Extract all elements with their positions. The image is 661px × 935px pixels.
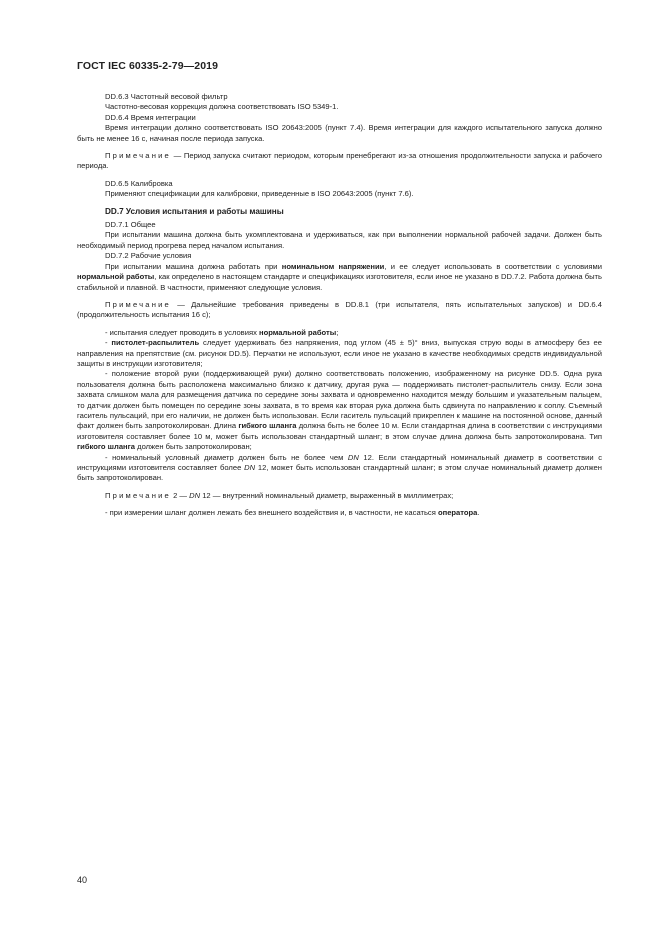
page-content (77, 92, 602, 519)
term: номинальном напряжении (281, 261, 385, 271)
list-item: - положение второй руки (поддерживающей руки) должно соответствовать положению, изображенному на рисунке DD.5. Одна рука пользователя должна быть расположена максимально близко к датчику, другая рука — поддерживать пистолет-распылитель снизу. Если зона захвата слишком мала для размещения датчика по середине зоны захвата и одновременно находится между большим и указательным пальцем, то датчик должен быть помещен по середине зоны захвата, в то время как вторая рука должна быть сдвинута по направлению к соплу. Съемный гаситель пульсаций, при его наличии, не должен быть использован. Если гаситель пульсаций прикреплен к машине на постоянной основе, данный факт должен быть запротоколирован. Длина гибкого шланга должна быть не более 10 м. Если стандартная длина в соответствии с инструкциями изготовителя составляет более 10 м, может быть использован стандартный шланг; в этом случае длина должна быть запротоколирована. Тип гибкого шланга должен быть запротоколирован; (77, 369, 602, 452)
note-label: Примечание (105, 490, 171, 500)
note-text: — Период запуска считают периодом, которым пренебрегают из-за отношения продолжительности запуска и рабочего периода. (77, 151, 602, 171)
note: Примечание 2 — DN 12 — внутренний номинальный диаметр, выраженный в миллиметрах; (105, 490, 454, 500)
paragraph: При испытании машина должна быть укомплектована и удерживаться, как при выполнении нормальной рабочей задачи. Должен быть необходимый период прогрева перед началом испытания. (77, 230, 602, 250)
paragraph: При испытании машина должна работать при номинальном напряжении, и ее следует использовать в соответствии с условиями нормальной работы, как определено в настоящем стандарте и спецификациях изготовителя, если иное не указано в DD.7.2. Работа должна быть стабильной и плавной. В частности, применяют следующие условия. (77, 261, 602, 292)
term: нормальной работы (77, 272, 155, 282)
term: гибкого шланга (77, 442, 136, 452)
list-item: - испытания следует проводить в условиях нормальной работы; (105, 327, 339, 337)
clause-dd-6-5: DD.6.5 Калибровка (105, 178, 173, 188)
list-item: - при измерении шланг должен лежать без внешнего воздействия и, в частности, не касаться оператора. (105, 508, 480, 518)
note-label: Примечание (105, 151, 171, 161)
list-item: - пистолет-распылитель следует удерживать без напряжения, под углом (45 ± 5)° вниз, выпуская струю воды в атмосферу без ее направления на препятствие (см. рисунок DD.5). Перчатки не используют, если иное не указано в качестве необходимых средств индивидуальной защиты в инструкции изготовителя; (77, 338, 602, 368)
clause-dd-7-1: DD.7.1 Общее (105, 220, 156, 230)
term: гибкого шланга (238, 421, 297, 431)
clause-dd-6-4: DD.6.4 Время интеграции (105, 112, 196, 122)
page-number: 40 (77, 875, 88, 885)
term: нормальной работы (258, 327, 337, 337)
note (77, 151, 602, 172)
clause-dd-7-2: DD.7.2 Рабочие условия (105, 251, 192, 261)
section-title-dd-7: DD.7 Условия испытания и работы машины (105, 206, 284, 216)
note (77, 300, 602, 321)
document-header: ГОСТ IEC 60335-2-79—2019 (77, 60, 219, 72)
note-label: Примечание (105, 299, 171, 309)
paragraph: Частотно-весовая коррекция должна соответствовать ISO 5349-1. (105, 102, 339, 112)
list-item: - номинальный условный диаметр должен быть не более чем DN 12. Если стандартный номинальный диаметр в соответствии с инструкциями изготовителя составляет более DN 12, может быть использован стандартный шланг; в этом случае номинальный диаметр должен быть запротоколирован. (77, 452, 602, 483)
paragraph: Применяют спецификации для калибровки, приведенные в ISO 20643:2005 (пункт 7.6). (105, 189, 414, 199)
term: оператора (437, 508, 478, 518)
term: пистолет-распылитель (111, 338, 200, 348)
note-text: — Дальнейшие требования приведены в DD.8.1 (три испытателя, пять испытательных запусков) и DD.6.4 (продолжительность испытания 16 с); (77, 299, 602, 320)
paragraph: Время интеграции должно соответствовать ISO 20643:2005 (пункт 7.4). Время интеграции для каждого испытательного запуска должно быть не менее 16 с, начиная после периода запуска. (77, 123, 602, 143)
clause-dd-6-3: DD.6.3 Частотный весовой фильтр (105, 92, 228, 101)
